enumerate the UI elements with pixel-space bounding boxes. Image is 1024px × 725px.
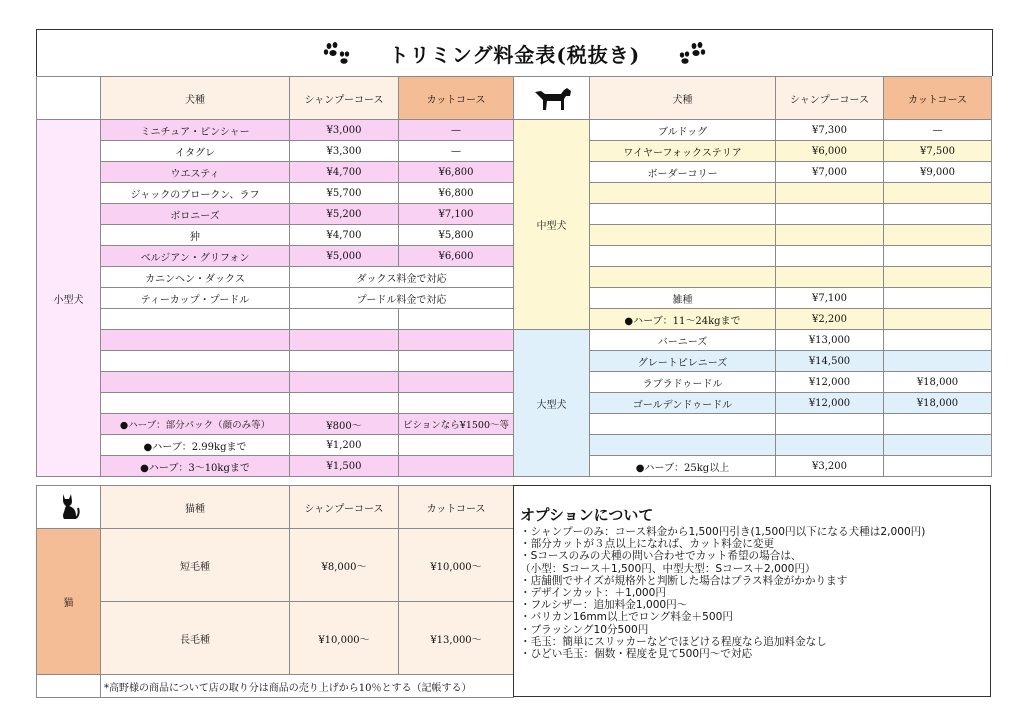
option-line: （小型：Sコース＋1,500円、中型大型：Sコース＋2,000円） (520, 562, 816, 575)
empty-cell (884, 309, 992, 330)
option-line: ・デザインカット：＋1,000円 (520, 587, 667, 600)
empty-cell (884, 435, 992, 456)
cut-price: ¥9,000 (884, 162, 992, 183)
cat-icon-cell (37, 486, 101, 529)
merged-price: プードル料金で対応 (290, 288, 514, 309)
cut-price: ¥6,600 (399, 246, 514, 267)
options-box (513, 485, 991, 697)
shampoo-price: ¥12,000 (776, 372, 884, 393)
empty-cell (399, 456, 514, 477)
empty-cell (590, 267, 776, 288)
header-breed: 犬種 (101, 77, 290, 120)
empty-cell (101, 351, 290, 372)
options-title: オプションについて (520, 506, 654, 524)
header-breed-2: 犬種 (590, 77, 776, 120)
dog-icon (531, 82, 573, 112)
cat-header-breed: 猫種 (101, 486, 290, 529)
title-bar (36, 29, 993, 76)
breed-cell: ボーダーコリー (590, 162, 776, 183)
cut-price: ¥7,100 (399, 204, 514, 225)
herb-price: ¥2,200 (776, 309, 884, 330)
cat-header-shampoo: シャンプーコース (290, 486, 399, 529)
shampoo-price: ¥4,700 (290, 225, 399, 246)
cat-label: 猫 (37, 529, 101, 675)
breed-cell: グレートピレニーズ (590, 351, 776, 372)
paw-icon (678, 42, 706, 64)
shampoo-price: ¥7,000 (776, 162, 884, 183)
empty-cell (776, 225, 884, 246)
page-title: トリミング料金表(税抜き) (388, 42, 641, 67)
shampoo-price: ¥5,000 (290, 246, 399, 267)
empty-cell (37, 675, 101, 698)
shampoo-price: ¥14,500 (776, 351, 884, 372)
herb-cell: ●ハーブ：3～10kgまで (101, 456, 290, 477)
empty-cell (590, 414, 776, 435)
large-dog-label: 大型犬 (514, 330, 590, 477)
cut-price (884, 330, 992, 351)
cut-price: ¥18,000 (884, 372, 992, 393)
herb-cell: ●ハーブ：25kg以上 (590, 456, 776, 477)
cat-icon (58, 492, 80, 520)
empty-cell (590, 435, 776, 456)
empty-cell (590, 183, 776, 204)
footnote: *高野様の商品について店の取り分は商品の売り上げから10％とする（記帳する） (101, 675, 514, 698)
herb-cell: ●ハーブ：部分パック（顔のみ等） (101, 414, 290, 435)
herb-price: ¥3,200 (776, 456, 884, 477)
corner-cell (37, 77, 101, 120)
option-line: ・ひどい毛玉：個数・程度を見て500円～で対応 (520, 648, 753, 661)
empty-cell (590, 225, 776, 246)
empty-cell (290, 330, 399, 351)
empty-cell (884, 456, 992, 477)
shampoo-price: ¥13,000 (776, 330, 884, 351)
option-line: ・Sコースのみの犬種の問い合わせでカット希望の場合は、 (520, 550, 802, 563)
paw-icon (323, 42, 351, 64)
empty-cell (290, 351, 399, 372)
empty-cell (290, 393, 399, 414)
breed-cell: ミニチュア・ピンシャー (101, 120, 290, 141)
empty-cell (884, 267, 992, 288)
empty-cell (884, 225, 992, 246)
herb-note: ビションなら¥1500～等 (399, 414, 514, 435)
option-line: ・ブラッシング10分500円 (520, 623, 649, 636)
shampoo-price: ¥3,000 (290, 120, 399, 141)
cut-price (884, 351, 992, 372)
empty-cell (884, 246, 992, 267)
empty-cell (776, 435, 884, 456)
empty-cell (290, 309, 399, 330)
empty-cell (884, 288, 992, 309)
cut-price: ¥6,800 (399, 183, 514, 204)
empty-cell (101, 309, 290, 330)
herb-cell: ●ハーブ：11～24kgまで (590, 309, 776, 330)
header-cut-2: カットコース (884, 77, 992, 120)
header-cut: カットコース (399, 77, 514, 120)
cat-shampoo-price: ¥10,000～ (290, 602, 399, 675)
shampoo-price: ¥5,200 (290, 204, 399, 225)
empty-cell (590, 246, 776, 267)
empty-cell (776, 204, 884, 225)
empty-cell (290, 372, 399, 393)
option-line: ・バリカン16mm以上でロング料金＋500円 (520, 611, 733, 624)
empty-cell (884, 183, 992, 204)
breed-cell: カニンヘン・ダックス (101, 267, 290, 288)
empty-cell (776, 183, 884, 204)
empty-cell (776, 414, 884, 435)
empty-cell (399, 309, 514, 330)
breed-cell: ティーカップ・プードル (101, 288, 290, 309)
cat-shampoo-price: ¥8,000～ (290, 529, 399, 602)
breed-cell: ブルドッグ (590, 120, 776, 141)
cut-price: ¥6,800 (399, 162, 514, 183)
cat-breed-cell: 短毛種 (101, 529, 290, 602)
herb-price: ¥1,200 (290, 435, 399, 456)
medium-dog-label: 中型犬 (514, 120, 590, 330)
small-dog-label: 小型犬 (37, 120, 101, 477)
cat-header-cut: カットコース (399, 486, 514, 529)
shampoo-price: ¥6,000 (776, 141, 884, 162)
cat-price-table (36, 485, 514, 698)
breed-cell: イタグレ (101, 141, 290, 162)
empty-cell (399, 372, 514, 393)
dog-icon-cell (514, 77, 590, 120)
empty-cell (776, 246, 884, 267)
cut-price: ¥5,800 (399, 225, 514, 246)
merged-price: ダックス料金で対応 (290, 267, 514, 288)
breed-cell: ゴールデンドゥードル (590, 393, 776, 414)
breed-cell: バーニーズ (590, 330, 776, 351)
option-line: ・フルシザー：追加料金1,000円～ (520, 599, 688, 612)
shampoo-price: ¥7,100 (776, 288, 884, 309)
shampoo-price: ¥3,300 (290, 141, 399, 162)
breed-cell: ラブラドゥードル (590, 372, 776, 393)
shampoo-price: ¥5,700 (290, 183, 399, 204)
option-line: ・店舗側でサイズが規格外と判断した場合はプラス料金がかかります (520, 574, 848, 587)
shampoo-price: ¥7,300 (776, 120, 884, 141)
empty-cell (399, 435, 514, 456)
breed-cell: ボロニーズ (101, 204, 290, 225)
breed-cell: ワイヤーフォックステリア (590, 141, 776, 162)
breed-cell: ベルジアン・グリフォン (101, 246, 290, 267)
empty-cell (399, 351, 514, 372)
breed-cell: 雑種 (590, 288, 776, 309)
empty-cell (884, 414, 992, 435)
empty-cell (101, 372, 290, 393)
cut-price: ¥18,000 (884, 393, 992, 414)
breed-cell: 狆 (101, 225, 290, 246)
empty-cell (101, 393, 290, 414)
cat-cut-price: ¥10,000～ (399, 529, 514, 602)
shampoo-price: ¥4,700 (290, 162, 399, 183)
shampoo-price: ¥12,000 (776, 393, 884, 414)
empty-cell (399, 330, 514, 351)
herb-price: ¥800～ (290, 414, 399, 435)
option-line: ・毛玉：簡単にスリッカーなどでほどける程度なら追加料金なし (520, 635, 827, 648)
header-shampoo: シャンプーコース (290, 77, 399, 120)
empty-cell (590, 204, 776, 225)
breed-cell: ウエスティ (101, 162, 290, 183)
empty-cell (399, 393, 514, 414)
empty-cell (776, 267, 884, 288)
herb-cell: ●ハーブ：2.99kgまで (101, 435, 290, 456)
cat-breed-cell: 長毛種 (101, 602, 290, 675)
breed-cell: ジャックのブロークン、ラフ (101, 183, 290, 204)
option-line: ・シャンプーのみ：コース料金から1,500円引き(1,500円以下になる犬種は2,000円) (520, 526, 926, 538)
cut-price: — (399, 120, 514, 141)
cut-price: ¥7,500 (884, 141, 992, 162)
herb-price: ¥1,500 (290, 456, 399, 477)
header-shampoo-2: シャンプーコース (776, 77, 884, 120)
cut-price: — (884, 120, 992, 141)
empty-cell (884, 204, 992, 225)
dog-price-table (36, 76, 992, 477)
empty-cell (101, 330, 290, 351)
cut-price: — (399, 141, 514, 162)
cat-cut-price: ¥13,000～ (399, 602, 514, 675)
option-line: ・部分カットが３点以上になれば、カット料金に変更 (520, 538, 775, 551)
